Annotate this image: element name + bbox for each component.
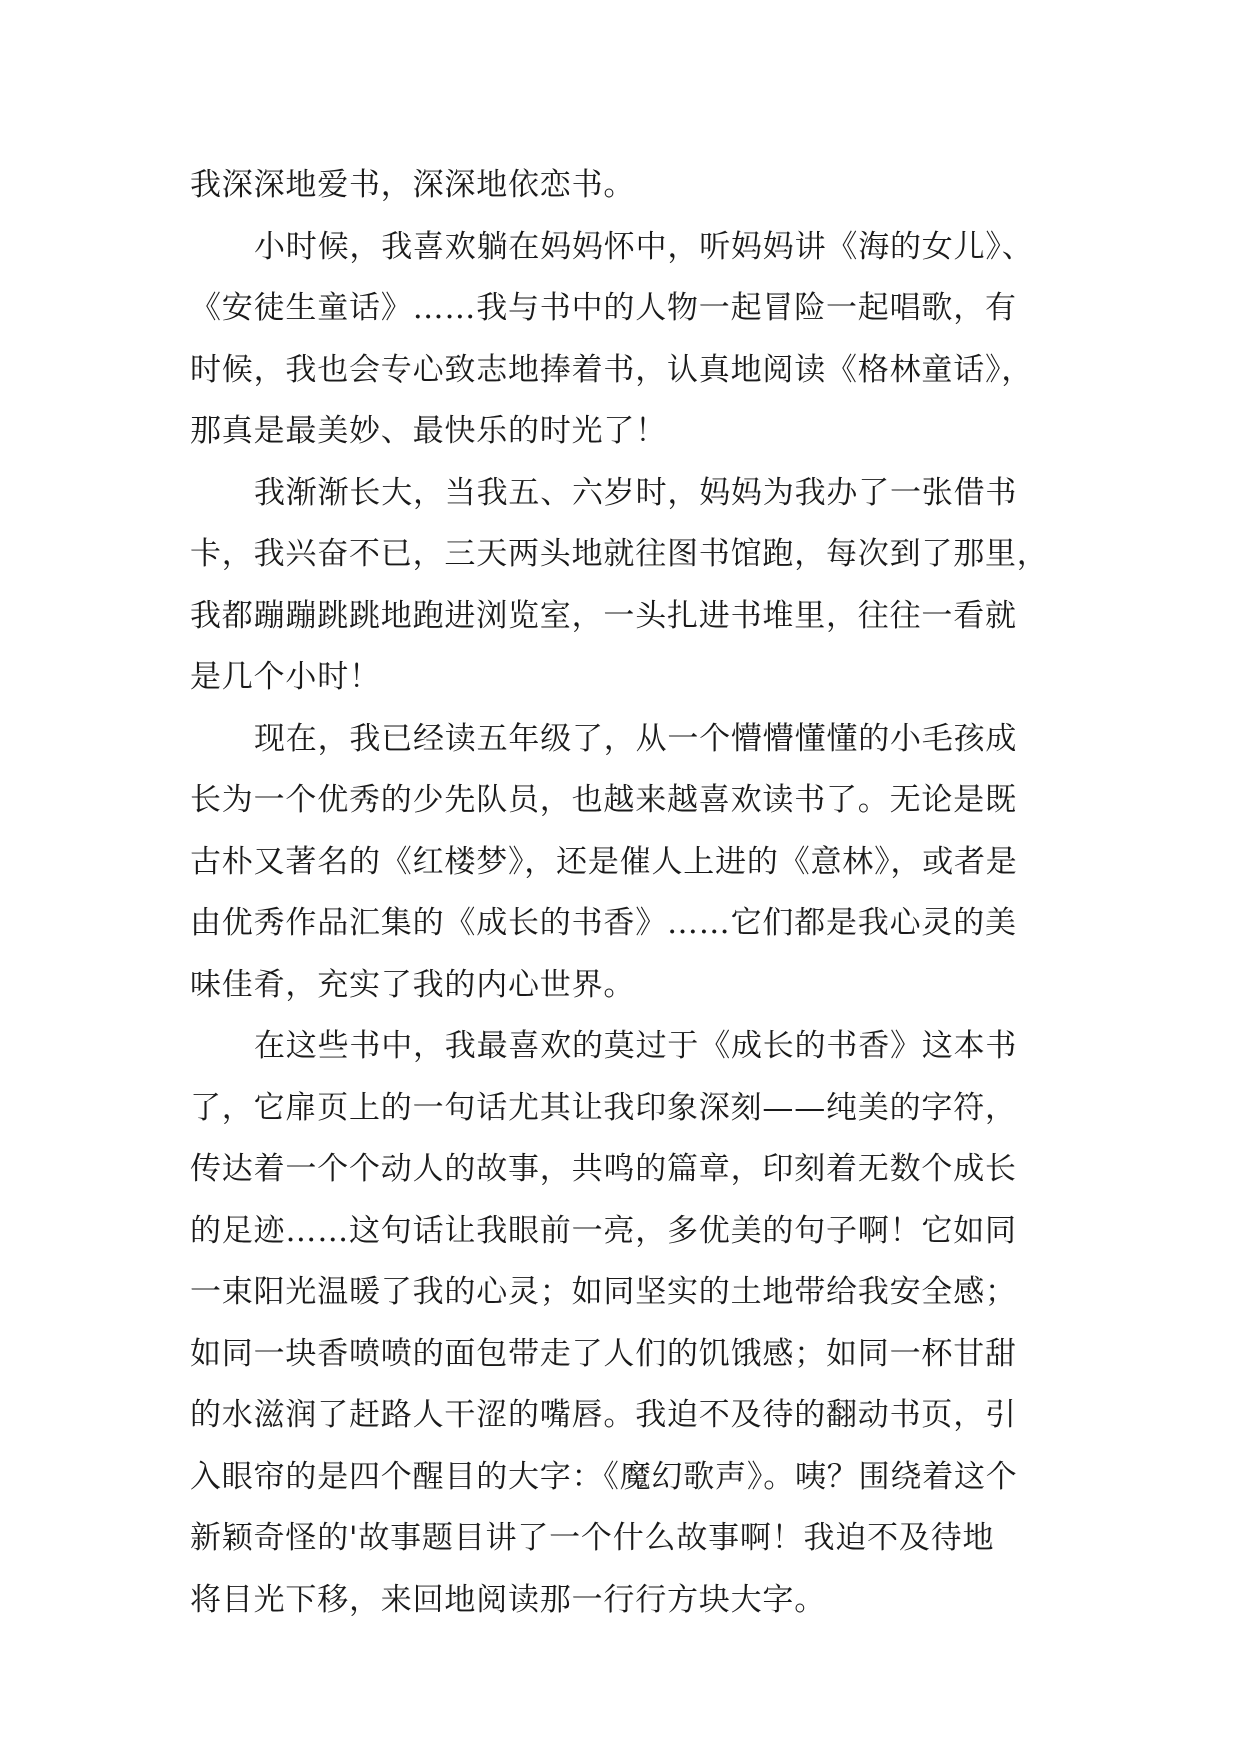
document-body xyxy=(190,155,1070,1631)
text-line: 我都蹦蹦跳跳地跑进浏览室，一头扎进书堆里，往往一看就 xyxy=(190,597,1017,634)
text-line: 是几个小时！ xyxy=(190,659,381,695)
paragraph-1 xyxy=(190,155,1070,217)
text-line: 小时候，我喜欢躺在妈妈怀中，听妈妈讲《海的女儿》、 xyxy=(254,228,1034,265)
paragraph-4 xyxy=(190,709,1070,1017)
text-line: 的水滋润了赶路人干涩的嘴唇。我迫不及待的翻动书页，引 xyxy=(190,1397,1017,1433)
text-line: 一束阳光温暖了我的心灵；如同坚实的土地带给我安全感； xyxy=(190,1274,1017,1310)
text-line: 我渐渐长大，当我五、六岁时，妈妈为我办了一张借书 xyxy=(254,474,1018,511)
text-line: 现在，我已经读五年级了，从一个懵懵懂懂的小毛孩成 xyxy=(254,720,1018,757)
text-line: 新颖奇怪的'故事题目讲了一个什么故事啊！我迫不及待地 xyxy=(190,1520,995,1556)
text-line: 在这些书中，我最喜欢的莫过于《成长的书香》这本书 xyxy=(254,1028,1018,1064)
text-line: 长为一个优秀的少先队员，也越来越喜欢读书了。无论是既 xyxy=(190,782,1017,818)
paragraph-5 xyxy=(190,1016,1070,1631)
text-line: 入眼帘的是四个醒目的大字：《魔幻歌声》。咦？围绕着这个 xyxy=(190,1458,1018,1495)
text-line: 我深深地爱书，深深地依恋书。 xyxy=(190,167,636,203)
text-line: 由优秀作品汇集的《成长的书香》……它们都是我心灵的美 xyxy=(190,905,1017,941)
text-line: 《安徒生童话》……我与书中的人物一起冒险一起唱歌，有 xyxy=(190,290,1017,326)
text-line: 将目光下移，来回地阅读那一行行方块大字。 xyxy=(190,1581,826,1618)
text-line: 时候，我也会专心致志地捧着书，认真地阅读《格林童话》， xyxy=(190,351,1034,388)
paragraph-2 xyxy=(190,217,1070,463)
text-line: 卡，我兴奋不已，三天两头地就往图书馆跑，每次到了那里， xyxy=(190,536,1049,572)
text-line: 味佳肴，充实了我的内心世界。 xyxy=(190,966,636,1003)
text-line: 的足迹……这句话让我眼前一亮，多优美的句子啊！它如同 xyxy=(190,1212,1017,1249)
paragraph-3 xyxy=(190,463,1070,709)
text-line: 如同一块香喷喷的面包带走了人们的饥饿感；如同一杯甘甜 xyxy=(190,1335,1017,1372)
text-line: 传达着一个个动人的故事，共鸣的篇章，印刻着无数个成长 xyxy=(190,1151,1017,1187)
text-line: 古朴又著名的《红楼梦》，还是催人上进的《意林》，或者是 xyxy=(190,843,1018,880)
text-line: 了，它扉页上的一句话尤其让我印象深刻——纯美的字符， xyxy=(190,1089,1017,1126)
text-line: 那真是最美妙、最快乐的时光了！ xyxy=(190,413,667,449)
